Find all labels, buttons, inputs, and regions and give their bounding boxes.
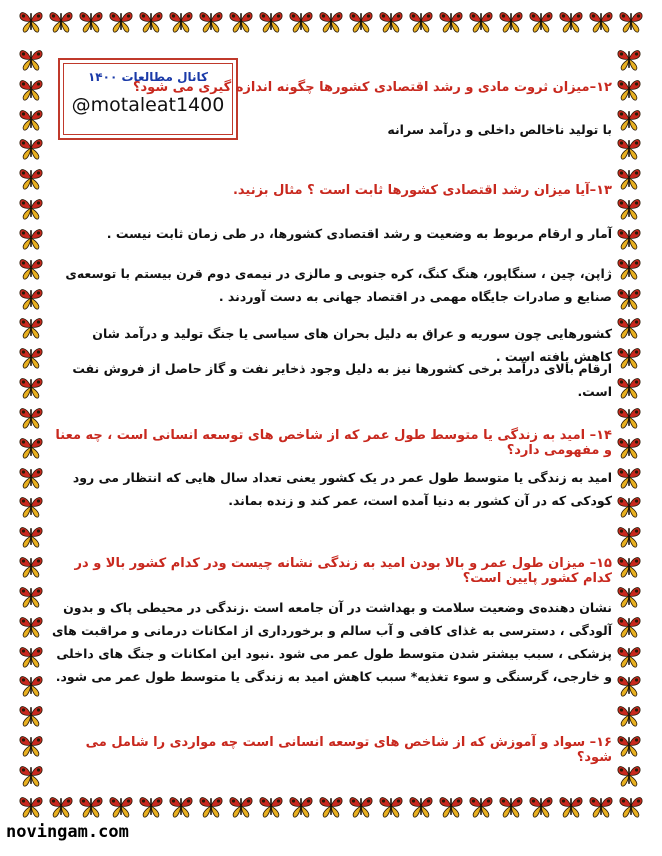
butterfly-icon (138, 793, 164, 819)
butterfly-icon (348, 793, 374, 819)
butterfly-icon (408, 8, 434, 34)
butterfly-icon (18, 374, 44, 400)
answer-13-line-3: کشورهایی چون سوریه و عراق به دلیل بحران های سیاسی یا جنگ تولید و درآمد شان کاهش یافته است . (92, 326, 612, 364)
butterfly-icon (288, 793, 314, 819)
butterfly-icon (528, 8, 554, 34)
butterfly-icon (498, 793, 524, 819)
butterfly-icon (18, 732, 44, 758)
border-left (18, 46, 46, 788)
butterfly-icon (616, 702, 642, 728)
butterfly-icon (108, 793, 134, 819)
butterfly-icon (348, 8, 374, 34)
butterfly-icon (468, 8, 494, 34)
butterfly-icon (378, 8, 404, 34)
answer-13-line-4: ارقام بالای درآمد برخی کشورها نیز به دلیل وجود ذخایر نفت و گاز حاصل از فروش نفت است. (72, 361, 612, 399)
question-15-title: ۱۵– میزان طول عمر و بالا بودن امید به زندگی نشانه چیست ودر کدام کشور بالا و در کدام کشور پایین است؟ (74, 556, 612, 586)
butterfly-icon (18, 702, 44, 728)
butterfly-icon (48, 793, 74, 819)
answer-13-line-1: آمار و ارقام مربوط به وضعیت و رشد اقتصادی کشورها، در طی زمان ثابت نیست . (106, 226, 612, 241)
butterfly-icon (18, 762, 44, 788)
butterfly-icon (616, 255, 642, 281)
butterfly-icon (318, 793, 344, 819)
butterfly-icon (616, 404, 642, 430)
butterfly-icon (18, 135, 44, 161)
butterfly-icon (228, 8, 254, 34)
butterfly-icon (18, 8, 44, 34)
butterfly-icon (468, 793, 494, 819)
butterfly-icon (78, 8, 104, 34)
butterfly-icon (48, 8, 74, 34)
butterfly-icon (616, 225, 642, 251)
answer-14-line-1: امید به زندگی یا متوسط طول عمر در یک کشور یعنی تعداد سال هایی که انتظار می رود کودکی که در آن کشور به دنیا آمده است، عمر کند و زنده بماند. (72, 470, 612, 508)
butterfly-icon (616, 672, 642, 698)
butterfly-icon (18, 255, 44, 281)
butterfly-icon (18, 553, 44, 579)
butterfly-icon (198, 793, 224, 819)
butterfly-icon (258, 8, 284, 34)
butterfly-icon (616, 344, 642, 370)
butterfly-icon (616, 583, 642, 609)
border-right (616, 46, 644, 788)
butterfly-icon (616, 762, 642, 788)
answer-12-line-1: با تولید ناخالص داخلی و درآمد سرانه (387, 122, 612, 137)
butterfly-icon (18, 672, 44, 698)
butterfly-icon (168, 793, 194, 819)
butterfly-icon (498, 8, 524, 34)
butterfly-icon (18, 583, 44, 609)
butterfly-icon (258, 793, 284, 819)
butterfly-icon (138, 8, 164, 34)
butterfly-icon (288, 8, 314, 34)
butterfly-icon (438, 8, 464, 34)
butterfly-icon (558, 8, 584, 34)
butterfly-icon (18, 285, 44, 311)
footer-site: novingam.com (6, 822, 129, 842)
butterfly-icon (408, 793, 434, 819)
butterfly-icon (616, 195, 642, 221)
butterfly-icon (616, 643, 642, 669)
butterfly-icon (168, 8, 194, 34)
butterfly-icon (228, 793, 254, 819)
butterfly-icon (18, 523, 44, 549)
butterfly-icon (616, 434, 642, 460)
butterfly-icon (558, 793, 584, 819)
butterfly-icon (18, 643, 44, 669)
butterfly-icon (528, 793, 554, 819)
butterfly-icon (18, 434, 44, 460)
butterfly-icon (18, 314, 44, 340)
channel-handle: @motaleat1400 (71, 94, 225, 116)
butterfly-icon (616, 135, 642, 161)
border-bottom (18, 793, 644, 821)
butterfly-icon (18, 613, 44, 639)
question-14-title: ۱۴– امید به زندگی یا متوسط طول عمر که از شاخص های توسعه انسانی است ، چه معنا و مفهومی دارد؟ (55, 428, 612, 458)
question-16-title: ۱۶– سواد و آموزش که از شاخص های توسعه انسانی است چه مواردی را شامل می شود؟ (85, 735, 612, 765)
butterfly-icon (588, 793, 614, 819)
butterfly-icon (18, 464, 44, 490)
butterfly-icon (18, 225, 44, 251)
butterfly-icon (616, 76, 642, 102)
answer-13-line-2: ژاپن، چین ، سنگاپور، هنگ کنگ، کره جنوبی و مالزی در نیمه‌ی دوم قرن بیستم با توسعه‌ی صنایع و صادرات جایگاه مهمی در اقتصاد جهانی به دست آوردند . (65, 266, 612, 304)
answer-15-line-1: نشان دهنده‌ی وضعیت سلامت و بهداشت در آن جامعه است .زندگی در محیطی پاک و بدون آلودگی ، دسترسی به غذای کافی و آب سالم و برخورداری از امکانات درمانی و مراقبت های پزشکی ، سبب بیشتر شدن متوسط طول عمر می شود .نبود این امکانات و جنگ های داخلی و خارجی، گرسنگی و سوء تغذیه* سبب کاهش امید به زندگی یا متوسط طول عمر می شود. (51, 600, 612, 684)
butterfly-icon (438, 793, 464, 819)
butterfly-icon (78, 793, 104, 819)
border-top (18, 8, 644, 36)
butterfly-icon (18, 404, 44, 430)
butterfly-icon (616, 732, 642, 758)
butterfly-icon (616, 46, 642, 72)
question-12-title: ۱۲–میزان ثروت مادی و رشد اقتصادی کشورها چگونه اندازه گیری می شود؟ (132, 80, 612, 95)
butterfly-icon (18, 106, 44, 132)
butterfly-icon (378, 793, 404, 819)
channel-name: کانال مطالعات ۱۴۰۰ (87, 70, 209, 84)
butterfly-icon (198, 8, 224, 34)
butterfly-icon (618, 793, 644, 819)
butterfly-icon (616, 553, 642, 579)
butterfly-icon (616, 314, 642, 340)
butterfly-icon (108, 8, 134, 34)
butterfly-icon (616, 285, 642, 311)
butterfly-icon (616, 464, 642, 490)
butterfly-icon (18, 793, 44, 819)
butterfly-icon (616, 165, 642, 191)
butterfly-icon (618, 8, 644, 34)
butterfly-icon (616, 374, 642, 400)
butterfly-icon (18, 195, 44, 221)
butterfly-icon (18, 46, 44, 72)
butterfly-icon (318, 8, 344, 34)
butterfly-icon (616, 106, 642, 132)
butterfly-icon (616, 613, 642, 639)
butterfly-icon (616, 523, 642, 549)
butterfly-icon (18, 493, 44, 519)
butterfly-icon (18, 165, 44, 191)
question-13-title: ۱۳–آیا میزان رشد اقتصادی کشورها ثابت است ؟ مثال بزنید. (232, 183, 612, 198)
butterfly-icon (616, 493, 642, 519)
butterfly-icon (18, 344, 44, 370)
butterfly-icon (18, 76, 44, 102)
butterfly-icon (588, 8, 614, 34)
